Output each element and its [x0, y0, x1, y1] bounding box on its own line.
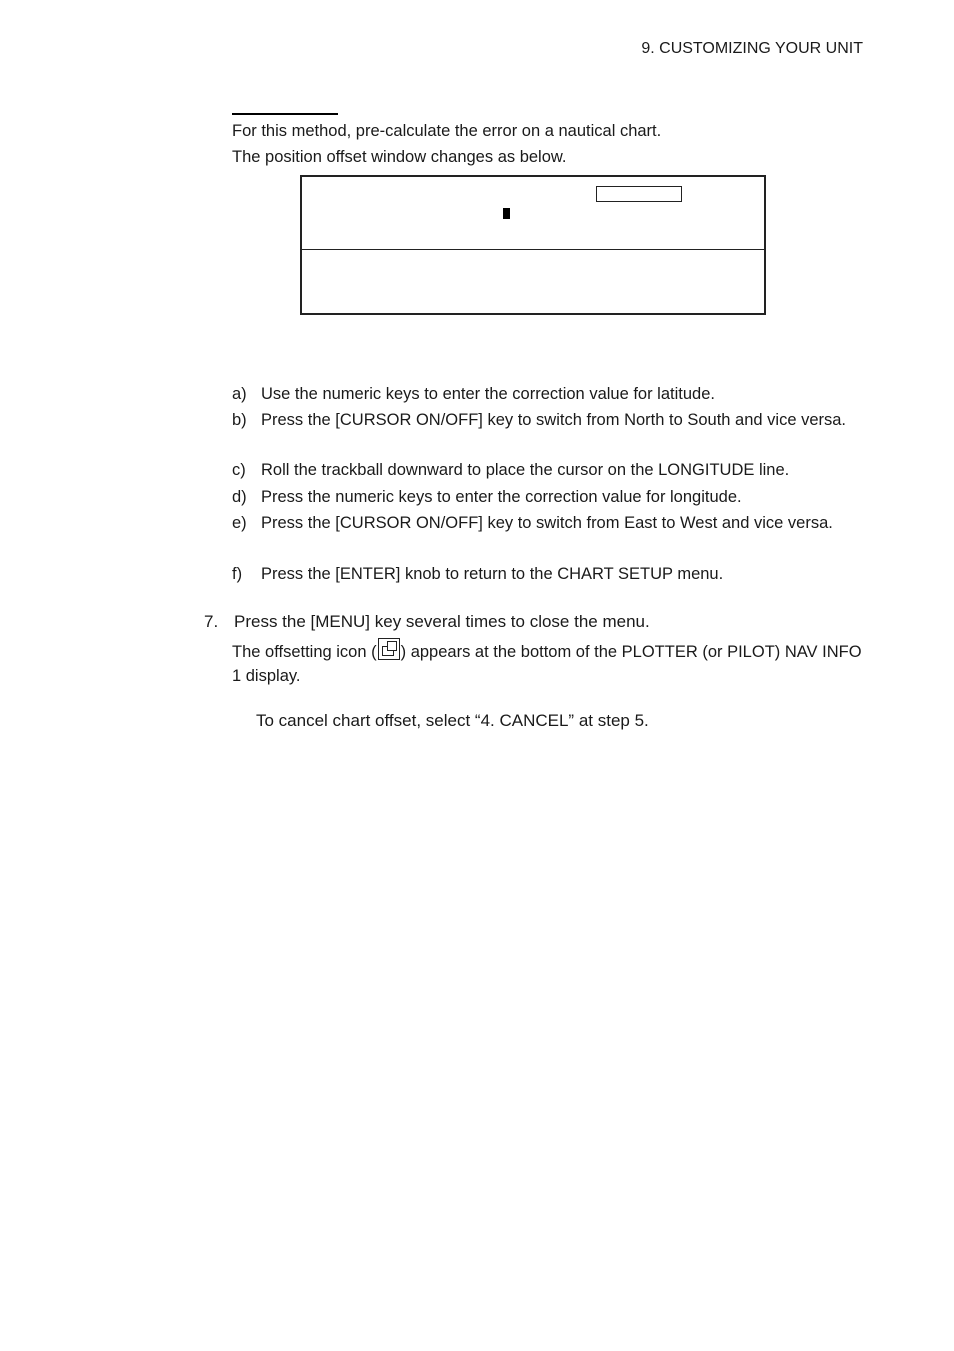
substep-key: c): [232, 461, 246, 479]
step-number: 7.: [204, 612, 219, 631]
section-heading-underline: [232, 113, 338, 115]
running-header: 9. CUSTOMIZING YOUR UNIT: [641, 40, 863, 57]
offset-value-field: [596, 186, 682, 202]
offset-icon: [378, 638, 400, 660]
substep-text: Roll the trackball downward to place the cursor on the LONGITUDE line.: [261, 461, 790, 479]
step-text: Press the [MENU] key several times to close the menu.: [234, 612, 650, 631]
substep-key: b): [232, 411, 247, 429]
body-text-before-icon: The offsetting icon (: [232, 643, 377, 661]
input-cursor: [503, 208, 510, 219]
substep-text: Press the [CURSOR ON/OFF] key to switch from East to West and vice versa.: [261, 514, 833, 532]
substep-key: a): [232, 385, 247, 403]
note-text: To cancel chart offset, select “4. CANCEL” at step 5.: [256, 711, 649, 730]
substep-text: Press the numeric keys to enter the correction value for longitude.: [261, 488, 742, 506]
substep-text: Press the [ENTER] knob to return to the CHART SETUP menu.: [261, 565, 724, 583]
substep-text: Use the numeric keys to enter the correction value for latitude.: [261, 385, 715, 403]
substep-text: Press the [CURSOR ON/OFF] key to switch from North to South and vice versa.: [261, 411, 847, 429]
step-7: [204, 612, 650, 632]
position-offset-window: [300, 175, 766, 315]
step-7-body: [232, 638, 872, 688]
substep-key: d): [232, 488, 247, 506]
substep-key: e): [232, 514, 247, 532]
intro-line-2: The position offset window changes as below.: [232, 148, 567, 166]
window-divider: [302, 249, 764, 250]
substep-key: f): [232, 565, 243, 583]
body-text-after-icon: ) appears at the bottom of the PLOTTER (or PILOT) NAV INFO 1 display.: [232, 643, 862, 685]
intro-line-1: For this method, pre-calculate the error on a nautical chart.: [232, 122, 662, 140]
